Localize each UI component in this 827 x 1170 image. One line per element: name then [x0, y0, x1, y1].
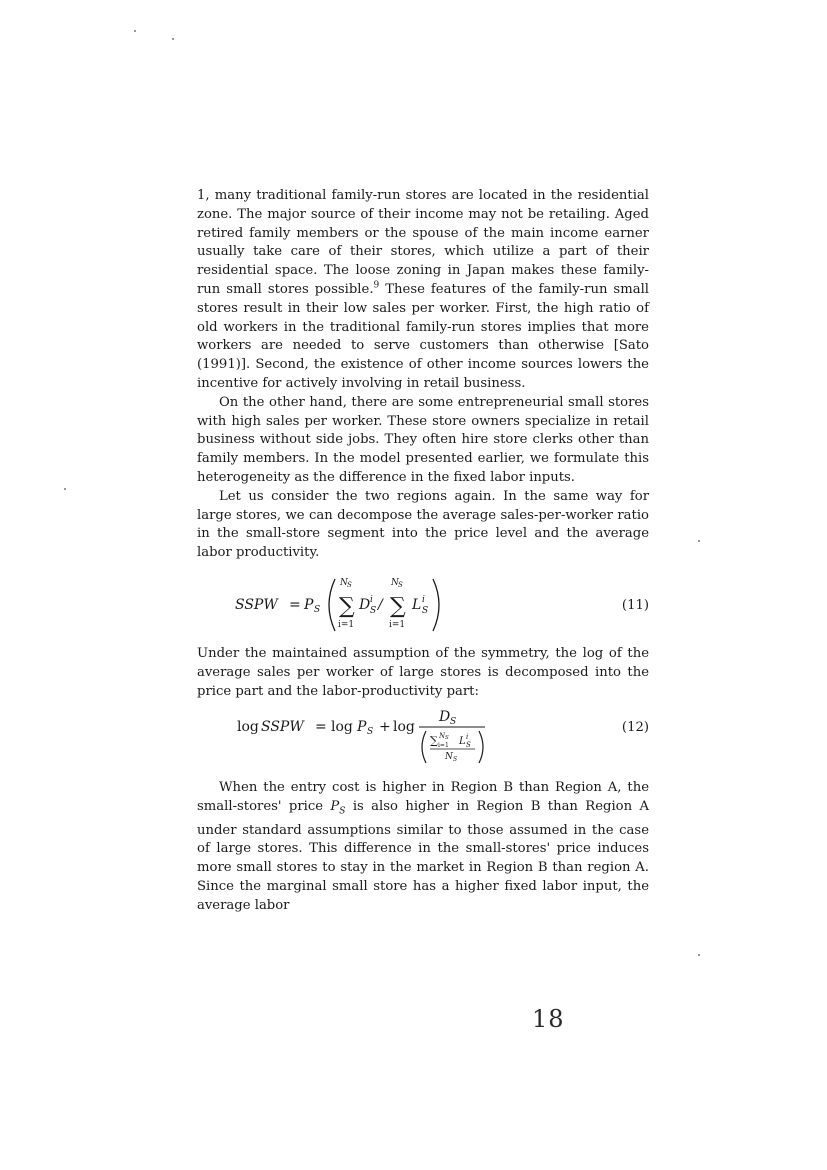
eq12-equals: =: [315, 719, 327, 736]
eq12-den-sum-upper-sub: S: [445, 735, 449, 742]
eq12-den-sigma: ∑: [430, 734, 438, 748]
paragraph-1-text-a: 1, many traditional family-run stores are located in the residential zone. The major source of their income may not be retailing. Aged retired family members or the spouse of the main income earner usually take care of their stores, which utilize a part of their residential space. The loose zoning in Japan makes these family-run small stores possible.: [197, 188, 649, 297]
paragraph-2: On the other hand, there are some entrepreneurial small stores with high sales per worker. These store owners specialize in retail business without side jobs. They often hire store clerks other than family members. In the model presented earlier, we formulate this heterogeneity as the difference in the fixed labor inputs.: [197, 394, 649, 485]
scan-speck: [698, 954, 700, 956]
paragraph-3: Let us consider the two regions again. In the same way for large stores, we can decompose the average sales-per-worker ratio in the small-store segment into the price level and the average labor productivity.: [197, 488, 649, 561]
paragraph-1-text-b: These features of the family-run small stores result in their low sales per worker. First, the high ratio of old workers in the traditional family-run stores implies that more workers are needed to serve customers than otherwise [Sato (1991)]. Second, the existence of other income sources lowers the incentive for actively involving in retail business.: [197, 281, 650, 391]
eq12-price: P: [357, 719, 367, 736]
eq12-den-sum-lower: i=1: [438, 742, 449, 750]
eq11-sum1-upper-sub: S: [347, 580, 352, 589]
eq12-log3: log: [393, 719, 415, 736]
eq12-lhs: SSPW: [261, 719, 304, 736]
paragraph-5-text-b: is also higher in Region B than Region A under standard assumptions similar to those assumed in the case of large stores. This difference in the small-stores' price induces more small stores to stay in the market in Region B than region A. Since the marginal small store has a higher fixed labor input, the average labor: [197, 799, 649, 913]
eq11-number: (11): [621, 597, 649, 613]
eq11-sum2-upper: N: [391, 577, 399, 588]
eq12-number: (12): [621, 720, 649, 736]
eq11-slash: /: [378, 596, 383, 613]
equation-11-svg: [197, 571, 649, 635]
paragraph-5: [197, 779, 649, 915]
page-number: 18: [532, 1005, 565, 1033]
footnote-marker-9[interactable]: 9: [373, 280, 380, 291]
scan-speck: [698, 540, 700, 542]
eq11-l: L: [412, 596, 422, 613]
equation-12: [197, 707, 649, 767]
eq12-den-left-paren: [422, 731, 426, 763]
eq11-left-paren: [329, 579, 335, 631]
equation-11: [197, 571, 649, 635]
eq12-log2: log: [331, 719, 353, 736]
eq12-numerator: D: [439, 709, 451, 726]
eq11-sum2-sigma: ∑: [390, 593, 406, 619]
eq11-sum2-upper-sub: S: [398, 580, 403, 589]
eq12-den-n-sub: S: [453, 756, 458, 764]
eq11-sum1-sigma: ∑: [339, 593, 355, 619]
eq12-price-sub: S: [367, 727, 374, 738]
eq12-den-l-sup: i: [466, 733, 469, 742]
inline-price-sub: S: [339, 806, 346, 817]
eq11-right-paren: [433, 579, 439, 631]
eq11-sum1-upper: N: [340, 577, 348, 588]
eq11-l-sup: i: [422, 594, 425, 605]
eq11-lhs: SSPW: [235, 596, 278, 613]
eq12-den-l: L: [459, 736, 466, 748]
eq12-den-sum-upper: N: [439, 732, 446, 741]
eq11-d-sup: i: [370, 594, 373, 605]
paragraph-4: Under the maintained assumption of the symmetry, the log of the average sales per worker of large stores is decomposed into the price part and the labor-productivity part:: [197, 645, 649, 699]
paragraph-1: [197, 187, 649, 394]
eq11-sum2-lower: i=1: [389, 619, 406, 630]
scan-speck: [134, 30, 136, 32]
eq12-den-right-paren: [479, 731, 483, 763]
eq12-den-l-sub: S: [466, 741, 471, 750]
eq12-numerator-sub: S: [450, 717, 457, 728]
scan-speck: [64, 488, 66, 490]
eq11-sum1-lower: i=1: [338, 619, 355, 630]
eq11-equals: =: [289, 596, 301, 613]
text-column: [197, 187, 649, 916]
eq12-plus: +: [379, 719, 391, 736]
eq12-den-n: N: [445, 752, 453, 763]
eq11-l-sub: S: [422, 605, 429, 616]
inline-price-p: P: [330, 799, 340, 815]
equation-12-svg: [197, 707, 649, 767]
eq11-price: P: [304, 596, 314, 613]
eq11-d: D: [359, 596, 371, 613]
eq12-log1: log: [237, 719, 259, 736]
paragraph-5-text-a: When the entry cost is higher in Region B than Region A, the small-stores' price: [197, 780, 649, 815]
eq11-price-sub: S: [314, 604, 321, 615]
eq11-d-sub: S: [370, 605, 377, 616]
inline-price-symbol: [330, 799, 346, 817]
scan-speck: [172, 38, 174, 40]
